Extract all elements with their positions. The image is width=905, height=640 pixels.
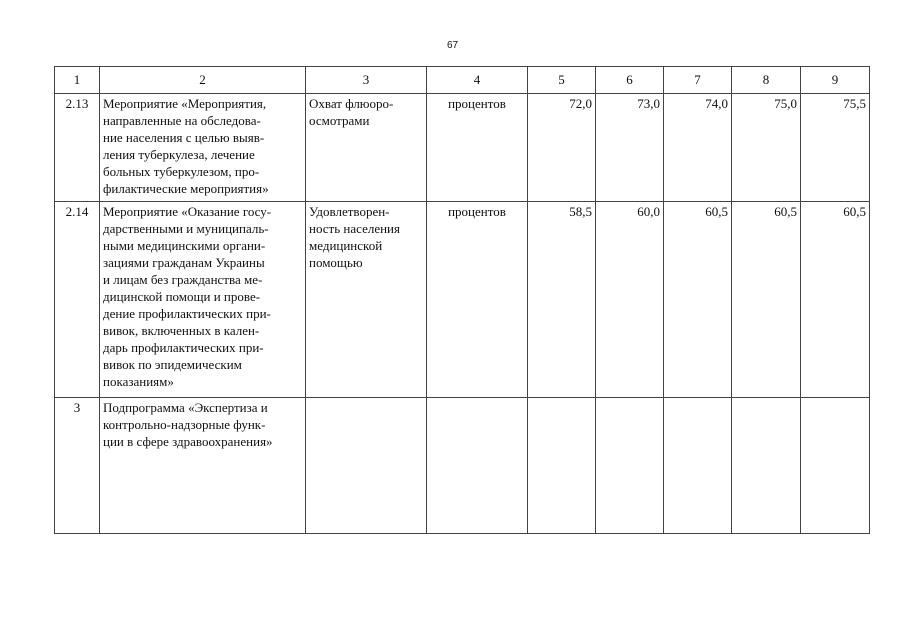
page-number: 67 (446, 40, 459, 51)
value-col-6: 73,0 (596, 94, 664, 202)
value-col-8: 60,5 (732, 202, 801, 398)
value-col-9 (801, 398, 870, 534)
measure-name: Мероприятие «Мероприятия, направленные на обследова- ние населения с целью выяв- ления туберкулеза, лечение больных туберкулезом, про- филактические мероприятия» (100, 94, 306, 202)
row-number: 2.14 (55, 202, 100, 398)
value-col-7 (664, 398, 732, 534)
value-col-7: 60,5 (664, 202, 732, 398)
unit-of-measure: процентов (427, 202, 528, 398)
unit-of-measure: процентов (427, 94, 528, 202)
header-cell-7: 7 (664, 67, 732, 94)
row-number: 3 (55, 398, 100, 534)
header-cell-6: 6 (596, 67, 664, 94)
table-row (55, 398, 870, 534)
value-col-5: 58,5 (528, 202, 596, 398)
header-cell-9: 9 (801, 67, 870, 94)
value-col-5: 72,0 (528, 94, 596, 202)
value-col-6: 60,0 (596, 202, 664, 398)
value-col-8: 75,0 (732, 94, 801, 202)
header-cell-3: 3 (306, 67, 427, 94)
indicator-name (306, 398, 427, 534)
measure-name: Мероприятие «Оказание госу- дарственными и муниципаль- ными медицинскими органи- зациями гражданам Украины и лицам без гражданства ме- дицинской помощи и прове- дение профилактических при- вивок, включенных в кален- дарь профилактических при- вивок по эпидемическим показаниям» (100, 202, 306, 398)
header-cell-5: 5 (528, 67, 596, 94)
measure-name: Подпрограмма «Экспертиза и контрольно-надзорные функ- ции в сфере здравоохранения» (100, 398, 306, 534)
value-col-5 (528, 398, 596, 534)
value-col-7: 74,0 (664, 94, 732, 202)
value-col-8 (732, 398, 801, 534)
value-col-6 (596, 398, 664, 534)
value-col-9: 60,5 (801, 202, 870, 398)
indicator-name: Удовлетворен- ность населения медицинской помощью (306, 202, 427, 398)
row-number: 2.13 (55, 94, 100, 202)
table-row (55, 202, 870, 398)
header-cell-4: 4 (427, 67, 528, 94)
value-col-9: 75,5 (801, 94, 870, 202)
header-cell-8: 8 (732, 67, 801, 94)
indicators-table (54, 66, 870, 534)
indicator-name: Охват флюоро- осмотрами (306, 94, 427, 202)
header-cell-2: 2 (100, 67, 306, 94)
unit-of-measure (427, 398, 528, 534)
header-row (55, 67, 870, 94)
header-cell-1: 1 (55, 67, 100, 94)
table-row (55, 94, 870, 202)
